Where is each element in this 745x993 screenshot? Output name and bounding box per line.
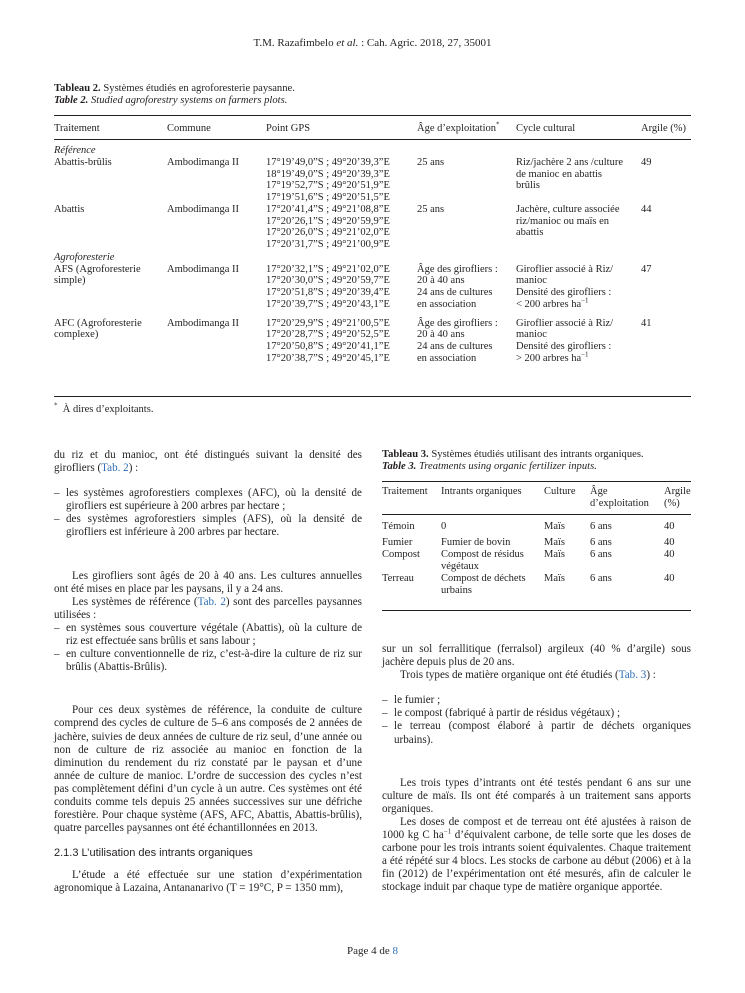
running-header: T.M. Razafimbelo et al. : Cah. Agric. 2018, 27, 35001 bbox=[253, 37, 492, 49]
table2-bottom-rule bbox=[54, 396, 691, 397]
table2-body bbox=[54, 145, 691, 370]
total-pages-link[interactable]: 8 bbox=[392, 945, 398, 957]
table-row: AFS (Agroforesterie simple) Ambodimanga II 17°20’32,1”S ; 49°21’02,0”E 17°20’30,0”S ; 49°20’59,7”E 17°20’51,8”S ; 49°20’39,4”E 17°20’39,7”S ; 49°20’43,1”E Âge des girofliers : 20 à 40 ans 24 ans de cultures en association Giroflier associé à Riz/ manioc Densité des girofliers : < 200 arbres $ha^{-1}$ 47 bbox=[54, 263, 652, 310]
section-subheading: 2.1.3 L’utilisation des intrants organiques bbox=[54, 847, 253, 860]
reference-systems-list bbox=[54, 622, 362, 674]
table2-section-reference: Référence bbox=[54, 145, 96, 156]
table3-header-rule bbox=[382, 514, 691, 515]
table2-header-rule bbox=[54, 139, 691, 140]
list-item: – le terreau (compost élaboré à partir de déchets organiques urbains). bbox=[382, 720, 691, 746]
table-row: Abattis-brûlis Ambodimanga II 17°19’49,0”S ; 49°20’39,3”E 18°19’49,0”S ; 49°20’39,3”E 17°19’52,7”S ; 49°20’51,9”E 17°19’51,6”S ; 49°20’51,5”E 25 ans Riz/jachère 2 ans /culture de manioc en abattis brûlis 49 bbox=[54, 156, 652, 203]
table2-footnote: * À dires d’exploitants. bbox=[54, 401, 154, 415]
list-item: – les systèmes agroforestiers complexes (AFC), où la densité de girofliers est supérieure à 200 arbres par hectare ; bbox=[54, 487, 362, 513]
left-column: du riz et du manioc, ont été distingués suivant la densité des girofliers (Tab. 2) : – les systèmes agroforestiers complexes (AFC), où la densité de girofliers est supérieure à 200 arbres par hectare ; – des systèmes agroforestiers simples (AFS), où la densité de girofliers est inférieure à 200 arbres par hectare. Les girofliers sont âgés de 20 à 40 ans. Les cultures annuelles ont été mises en place par les paysans, il y a 24 ans. Les systèmes de référence (Tab. 2) sont des parcelles paysannes utilisées : – en systèmes sous couverture végétale (Abattis), où la culture de riz est effectuée sans brûlis et sans labour ; – en culture conventionnelle de riz, c’est-à-dire la culture de riz sur brûlis (Abattis-Brûlis). Pour ces deux systèmes de référence, la conduite de culture comprend des cycles de culture de 5–6 ans composés de 2 années de jachère, suivies de deux années de culture de riz seul, d’une année ou non de culture de riz associée au manioc en fonction de la diminution du rendement du riz constaté par le paysan et d’une année de culture de manioc. L’ordre de succession des cycles n’est pas complètement défini d’un cycle à un autre. Ces systèmes ont été conduits comme tels depuis 25 années successives sur une défriche forestière. Pour chaque système (AFS, AFC, Abattis, Abattis-brûlis), quatre parcelles paysannes ont été échantillonnées en 2013. 2.1.3 L’utilisation des intrants organiques L’étude a été effectuée sur une station d’expérimentation agronomique à Lazaina, Antananarivo (T = 19°C, P = 1350 mm), bbox=[54, 449, 362, 896]
table-row: Abattis Ambodimanga II 17°20’41,4”S ; 49°21’08,8”E 17°20’26,1”S ; 49°20’59,9”E 17°20’26,0”S ; 49°21’02,0”E 17°20’31,7”S ; 49°21’00,9”E 25 ans Jachère, culture associée riz/manioc ou maïs en abattis 44 bbox=[54, 203, 652, 250]
list-item: – en systèmes sous couverture végétale (Abattis), où la culture de riz est effectuée sans brûlis et sans labour ; bbox=[54, 622, 362, 648]
right-column: sur un sol ferrallitique (ferralsol) argileux (40 % d’argile) sous jachère depuis plus de 20 ans. Trois types de matière organique ont été étudiés (Tab. 3) : – le fumier ; – le compost (fabriqué à partir de résidus végétaux) ; – le terreau (compost élaboré à partir de déchets organiques urbains). Les trois types d’intrants ont été testés pendant 6 ans sur une culture de maïs. Ils ont été comparés à un traitement sans apports organiques. Les doses de compost et de terreau ont été ajustées à raison de 1000 kg C $ha^{-1}$ d’équivalent carbone, de telle sorte que les doses de carbone pour les trois intrants soient équivalentes. Chaque traitement a été répété sur 4 blocs. Les stocks de carbone au début (2006) et à la fin (2012) de l’expérimentation ont été mesurés, afin de calculer le stockage induit par chaque type de matière organique apportée. bbox=[382, 643, 691, 895]
table-row: Témoin 0 Maïs 6 ans 40 bbox=[382, 521, 675, 532]
table-row: Terreau Compost de déchets urbains Maïs 6 ans 40 bbox=[382, 573, 675, 596]
table-row: Fumier Fumier de bovin Maïs 6 ans 40 bbox=[382, 537, 675, 548]
page-footer: Page 4 de 8 bbox=[346, 945, 398, 957]
organic-matter-list bbox=[382, 694, 691, 746]
afc-afs-list bbox=[54, 487, 362, 539]
table3-bottom-rule bbox=[382, 610, 691, 611]
table-row: AFC (Agroforesterie complexe) Ambodimanga II 17°20’29,9”S ; 49°21’00,5”E 17°20’28,7”S ; 49°20’52,5”E 17°20’50,8”S ; 49°20’41,1”E 17°20’38,7”S ; 49°20’45,1”E Âge des girofliers : 20 à 40 ans 24 ans de cultures en association Giroflier associé à Riz/ manioc Densité des girofliers : > 200 arbres $ha^{-1}$ 41 bbox=[54, 317, 652, 364]
list-item: – en culture conventionnelle de riz, c’est-à-dire la culture de riz sur brûlis (Abattis-Brûlis). bbox=[54, 648, 362, 674]
list-item: – le fumier ; bbox=[382, 694, 691, 707]
list-item: – le compost (fabriqué à partir de résidus végétaux) ; bbox=[382, 707, 691, 720]
tab2-link[interactable]: Tab. 2 bbox=[101, 462, 129, 475]
tab2-link-2[interactable]: Tab. 2 bbox=[197, 595, 226, 608]
table2-caption: Tableau 2. Systèmes étudiés en agroforesterie paysanne. Table 2. Studied agroforestry systems on farmers plots. bbox=[54, 83, 295, 106]
table3-body bbox=[382, 521, 691, 597]
table3-top-rule bbox=[382, 481, 691, 482]
list-item: – des systèmes agroforestiers simples (AFS), où la densité de girofliers est inférieure à 200 arbres par hectare. bbox=[54, 513, 362, 539]
table2-top-rule bbox=[54, 115, 691, 116]
table3-caption: Tableau 3. Systèmes étudiés utilisant des intrants organiques. Table 3. Treatments using organic fertilizer inputs. bbox=[382, 449, 644, 472]
tab3-link[interactable]: Tab. 3 bbox=[618, 669, 647, 682]
table-row: Compost Compost de résidus végétaux Maïs 6 ans 40 bbox=[382, 549, 675, 572]
table2-section-agroforesterie: Agroforesterie bbox=[54, 251, 115, 263]
